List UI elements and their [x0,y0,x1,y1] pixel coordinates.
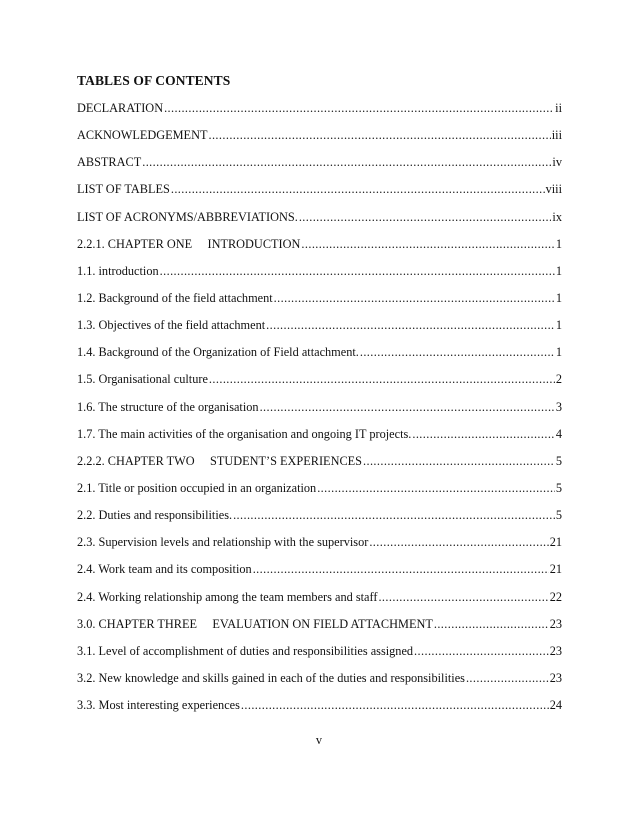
toc-entry-page-number: 1 [555,318,562,333]
toc-entry[interactable] [77,697,562,724]
dot-leader [160,263,555,279]
toc-entry-page-number: 21 [549,562,562,577]
dot-leader [434,616,549,632]
toc-entry-label: 1.3. Objectives of the field attachment [77,318,266,333]
dot-leader [266,317,555,333]
toc-entry[interactable] [77,480,562,507]
toc-entry-page-number: 2 [555,372,562,387]
toc-entry-label: LIST OF TABLES [77,182,170,197]
toc-entry[interactable] [77,290,562,317]
dot-leader [142,154,551,170]
dot-leader [378,589,548,605]
toc-entry-label: 3.1. Level of accomplishment of duties and responsibilities assigned [77,643,414,658]
toc-entry-label: 1.7. The main activities of the organisation and ongoing IT projects. [77,426,412,441]
toc-entry[interactable] [77,100,562,127]
toc-entry[interactable] [77,317,562,344]
toc-entry[interactable] [77,236,562,263]
toc-entry-label: DECLARATION [77,101,164,115]
dot-leader [299,209,552,225]
toc-entry-page-number: ii [555,101,562,115]
toc-entry-page-number: 1 [555,236,562,251]
dot-leader [274,290,555,306]
toc-entry-page-number: 3 [555,399,562,414]
dot-leader [241,697,549,713]
dot-leader [209,371,555,387]
dot-leader [412,426,555,442]
dot-leader [233,507,555,523]
toc-entry-label: 1.5. Organisational culture [77,372,208,387]
toc-entry-page-number: iv [552,155,562,170]
toc-entry[interactable] [77,181,562,208]
dot-leader [317,480,555,496]
toc-entry-label: 1.6. The structure of the organisation [77,399,259,414]
page-number: v [315,733,323,747]
toc-entry-label: 2.2. Duties and responsibilities. [77,508,233,523]
toc-entry[interactable] [77,154,562,181]
toc-entry-page-number: 24 [549,698,562,713]
toc-entry-label: 3.0. CHAPTER THREE EVALUATION ON FIELD ATTACHMENT [77,616,433,631]
toc-entry-page-number: 23 [549,643,562,658]
dot-leader [164,100,554,116]
toc-entry-page-number: 1 [555,290,562,305]
toc-entry[interactable] [77,263,562,290]
toc-entry[interactable] [77,453,562,480]
toc-entry-label: 2.4. Work team and its composition [77,562,252,577]
toc-entry-page-number: 23 [549,670,562,685]
toc-entry-page-number: 4 [555,426,562,441]
toc-entry[interactable] [77,534,562,561]
toc-entry-page-number: iii [551,128,562,143]
toc-entry-label: 2.4. Working relationship among the team members and staff [77,589,378,604]
toc-entry-label: 2.1. Title or position occupied in an organization [77,480,317,495]
dot-leader [414,643,549,659]
toc-list [77,100,562,724]
toc-entry[interactable] [77,616,562,643]
dot-leader [301,236,554,252]
toc-entry-page-number: 21 [549,535,562,550]
toc-entry[interactable] [77,643,562,670]
toc-entry[interactable] [77,127,562,154]
toc-entry-page-number: 5 [555,453,562,468]
toc-entry-page-number: ix [552,209,562,224]
toc-entry[interactable] [77,426,562,453]
dot-leader [360,344,555,360]
toc-entry-label: ABSTRACT [77,155,142,170]
toc-entry-page-number: 5 [555,480,562,495]
toc-entry-page-number: 5 [555,508,562,523]
toc-entry[interactable] [77,507,562,534]
dot-leader [171,181,545,197]
toc-entry[interactable] [77,371,562,398]
toc-entry-label: 3.2. New knowledge and skills gained in each of the duties and responsibilities [77,670,465,685]
toc-entry-label: 3.3. Most interesting experiences [77,698,240,713]
toc-entry-page-number: 1 [555,345,562,360]
toc-entry[interactable] [77,670,562,697]
dot-leader [208,127,550,143]
dot-leader [466,670,549,686]
toc-entry-label: 1.4. Background of the Organization of Field attachment. [77,345,359,360]
toc-entry-label: 2.3. Supervision levels and relationship with the supervisor [77,535,369,550]
toc-entry[interactable] [77,344,562,371]
toc-entry-label: 2.2.2. CHAPTER TWO STUDENT’S EXPERIENCES [77,453,362,468]
toc-entry-label: 1.2. Background of the field attachment [77,290,273,305]
toc-entry-page-number: viii [545,182,562,197]
dot-leader [253,561,549,577]
toc-entry-label: 2.2.1. CHAPTER ONE INTRODUCTION [77,236,301,251]
toc-entry[interactable] [77,399,562,426]
dot-leader [260,399,555,415]
dot-leader [369,534,548,550]
toc-heading: TABLES OF CONTENTS [77,73,231,88]
toc-entry-label: LIST OF ACRONYMS/ABBREVIATIONS. [77,209,298,224]
toc-entry-label: 1.1. introduction [77,263,159,278]
toc-entry[interactable] [77,209,562,236]
toc-entry-page-number: 23 [549,616,562,631]
toc-entry-page-number: 1 [555,263,562,278]
toc-entry-page-number: 22 [549,589,562,604]
toc-entry[interactable] [77,589,562,616]
dot-leader [363,453,555,469]
toc-entry-label: ACKNOWLEDGEMENT [77,128,208,143]
toc-entry[interactable] [77,561,562,588]
